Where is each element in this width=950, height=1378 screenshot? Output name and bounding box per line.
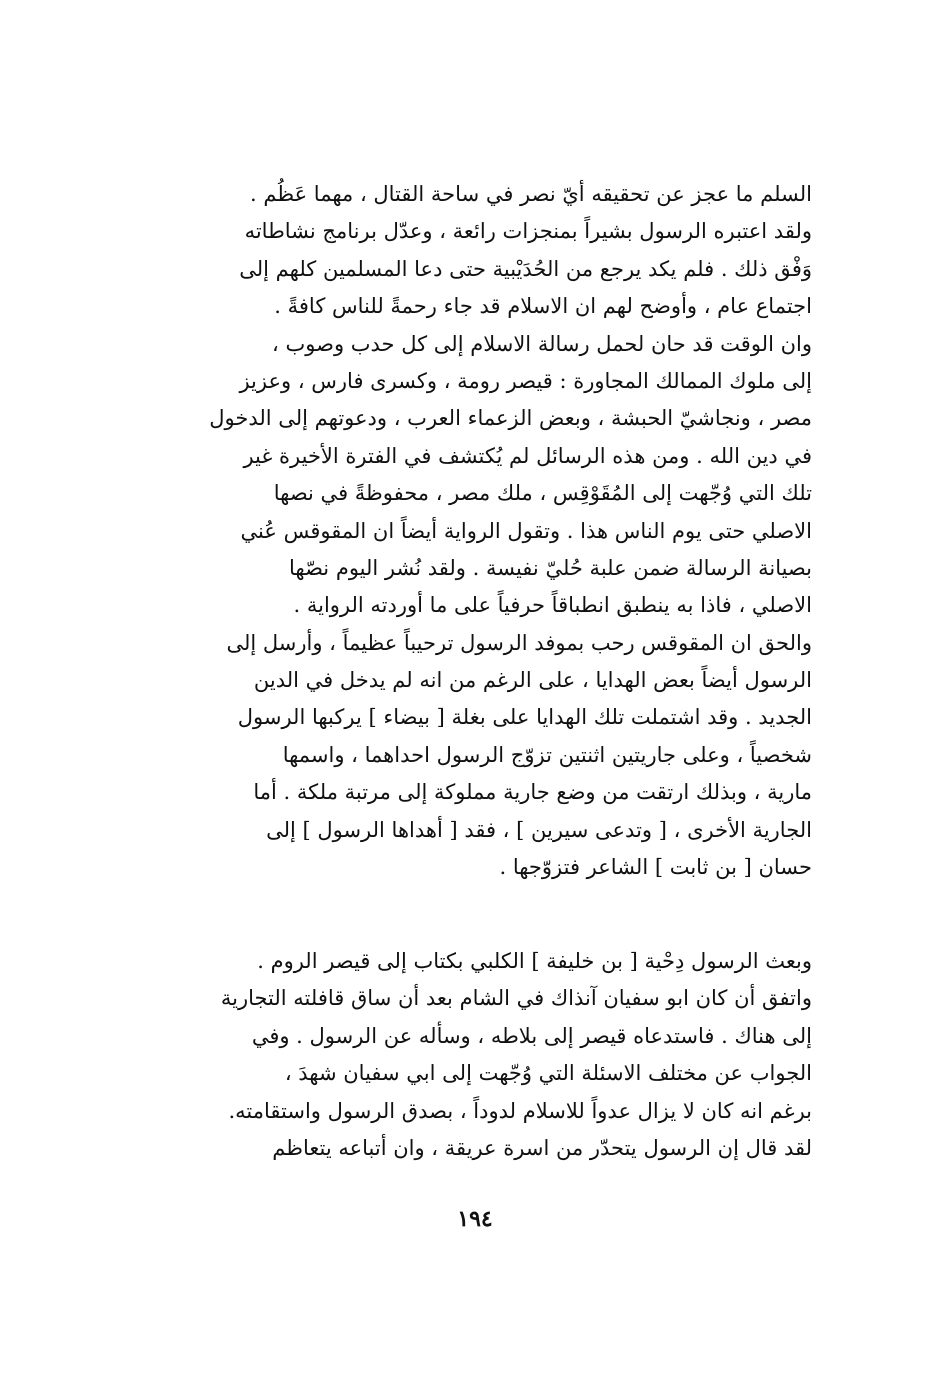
text-line: شخصياً ، وعلى جاريتين اثنتين تزوّج الرسول احداهما ، واسمها bbox=[282, 742, 812, 767]
text-line: برغم انه كان لا يزال عدواً للاسلام لدوداً ، بصدق الرسول واستقامته. bbox=[228, 1098, 812, 1123]
text-line: الجواب عن مختلف الاسئلة التي وُجّهت إلى ابي سفيان شهدَ ، bbox=[284, 1061, 812, 1086]
text-line: في دين الله . ومن هذه الرسائل لم يُكتشف في الفترة الأخيرة غير bbox=[243, 443, 812, 468]
text-line: الرسول أيضاً بعض الهدايا ، على الرغم من انه لم يدخل في الدين bbox=[253, 668, 812, 693]
text-line: واتفق أن كان ابو سفيان آنذاك في الشام بعد أن ساق قافلته التجارية bbox=[220, 986, 812, 1011]
text-line: السلم ما عجز عن تحقيقه أيّ نصر في ساحة القتال ، مهما عَظُم . bbox=[250, 182, 812, 206]
text-line: لقد قال إن الرسول يتحدّر من اسرة عريقة ، وان أتباعه يتعاظم bbox=[272, 1135, 812, 1160]
text-line: وَفْق ذلك . فلم يكد يرجع من الحُدَيْبية حتى دعا المسلمين كلهم إلى bbox=[239, 256, 812, 281]
paragraph-1 bbox=[128, 176, 812, 886]
text-line: الاصلي حتى يوم الناس هذا . وتقول الرواية أيضاً ان المقوقس عُني bbox=[240, 518, 812, 543]
page-number: ١٩٤ bbox=[457, 1206, 493, 1232]
text-line: ولقد اعتبره الرسول بشيراً بمنجزات رائعة ، وعدّل برنامج نشاطاته bbox=[244, 219, 812, 244]
text-line: إلى ملوك الممالك المجاورة : قيصر رومة ، وكسرى فارس ، وعزيز bbox=[239, 368, 812, 393]
text-line: وان الوقت قد حان لحمل رسالة الاسلام إلى كل حدب وصوب ، bbox=[272, 331, 812, 356]
text-line: الجارية الأخرى ، [ وتدعى سيرين ] ، فقد [ أهداها الرسول ] إلى bbox=[266, 817, 812, 842]
text-line: بصيانة الرسالة ضمن علبة حُليّ نفيسة . ولقد نُشر اليوم نصّها bbox=[289, 555, 812, 580]
paragraph-2 bbox=[128, 943, 812, 1167]
text-line: وبعث الرسول دِحْية [ بن خليفة ] الكلبي بكتاب إلى قيصر الروم . bbox=[257, 949, 812, 973]
text-line: اجتماع عام ، وأوضح لهم ان الاسلام قد جاء رحمةً للناس كافةً . bbox=[274, 294, 812, 319]
text-line: والحق ان المقوقس رحب بموفد الرسول ترحيباً عظيماً ، وأرسل إلى bbox=[226, 630, 812, 655]
text-line: الجديد . وقد اشتملت تلك الهدايا على بغلة [ بيضاء ] يركبها الرسول bbox=[237, 705, 812, 730]
text-line: إلى هناك . فاستدعاه قيصر إلى بلاطه ، وسأله عن الرسول . وفي bbox=[251, 1023, 812, 1048]
text-line: مصر ، ونجاشيّ الحبشة ، وبعض الزعماء العرب ، ودعوتهم إلى الدخول bbox=[209, 406, 812, 431]
text-line: حسان [ بن ثابت ] الشاعر فتزوّجها . bbox=[499, 855, 812, 880]
text-line: الاصلي ، فاذا به ينطبق انطباقاً حرفياً على ما أوردته الرواية . bbox=[293, 593, 812, 618]
text-line: مارية ، وبذلك ارتقت من وضع جارية مملوكة إلى مرتبة ملكة . أما bbox=[253, 780, 812, 805]
text-line: تلك التي وُجّهت إلى المُقَوْقِس ، ملك مصر ، محفوظةً في نصها bbox=[273, 481, 812, 506]
